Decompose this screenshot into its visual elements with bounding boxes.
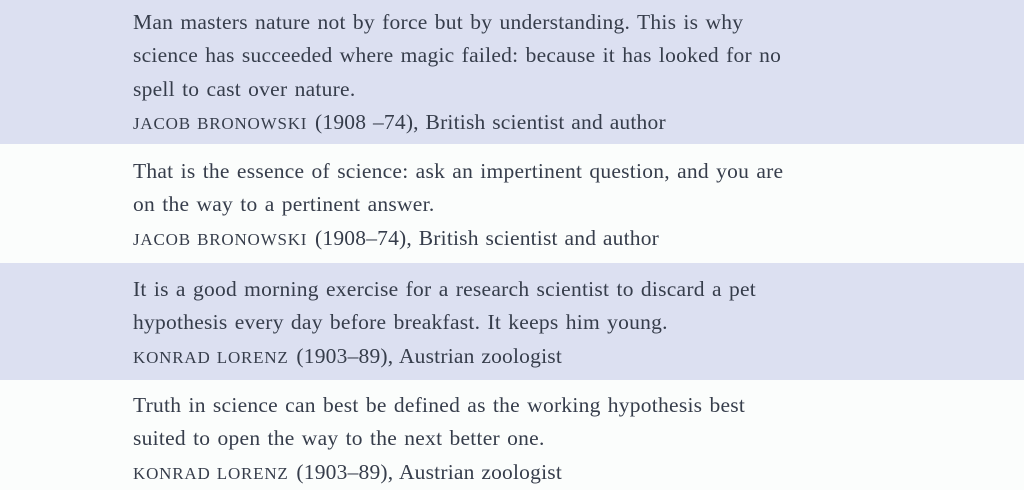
quote-attribution: [133, 222, 964, 256]
author-name: KONRAD LORENZ: [133, 463, 289, 483]
quote-block: [0, 263, 1024, 380]
quote-attribution: [133, 456, 964, 490]
quote-line: science has succeeded where magic failed: because it has looked for no: [133, 43, 782, 68]
quote-line: spell to cast over nature.: [133, 76, 356, 101]
quote-line: Truth in science can best be defined as the working hypothesis best: [133, 393, 746, 417]
author-name: JACOB BRONOWSKI: [133, 114, 308, 134]
quote-block: [0, 380, 1024, 486]
author-name: KONRAD LORENZ: [133, 347, 289, 367]
quote-line: on the way to a pertinent answer.: [133, 192, 435, 217]
quote-line: Man masters nature not by force but by understanding. This is why: [133, 10, 744, 34]
quote-attribution: [133, 340, 964, 374]
quote-block: [0, 144, 1024, 263]
attribution-detail: (1908 –74), British scientist and author: [315, 110, 666, 135]
quote-block: [0, 0, 1024, 144]
quote-attribution: [133, 106, 964, 140]
quote-line: It is a good morning exercise for a research scientist to discard a pet: [133, 277, 757, 301]
quote-line: suited to open the way to the next better one.: [133, 426, 545, 451]
attribution-detail: (1908–74), British scientist and author: [315, 225, 660, 250]
author-name: JACOB BRONOWSKI: [133, 229, 308, 249]
quote-line: That is the essence of science: ask an impertinent question, and you are: [133, 159, 784, 183]
attribution-detail: (1903–89), Austrian zoologist: [296, 343, 562, 368]
quote-line: hypothesis every day before breakfast. It keeps him young.: [133, 310, 668, 335]
attribution-detail: (1903–89), Austrian zoologist: [296, 459, 562, 484]
